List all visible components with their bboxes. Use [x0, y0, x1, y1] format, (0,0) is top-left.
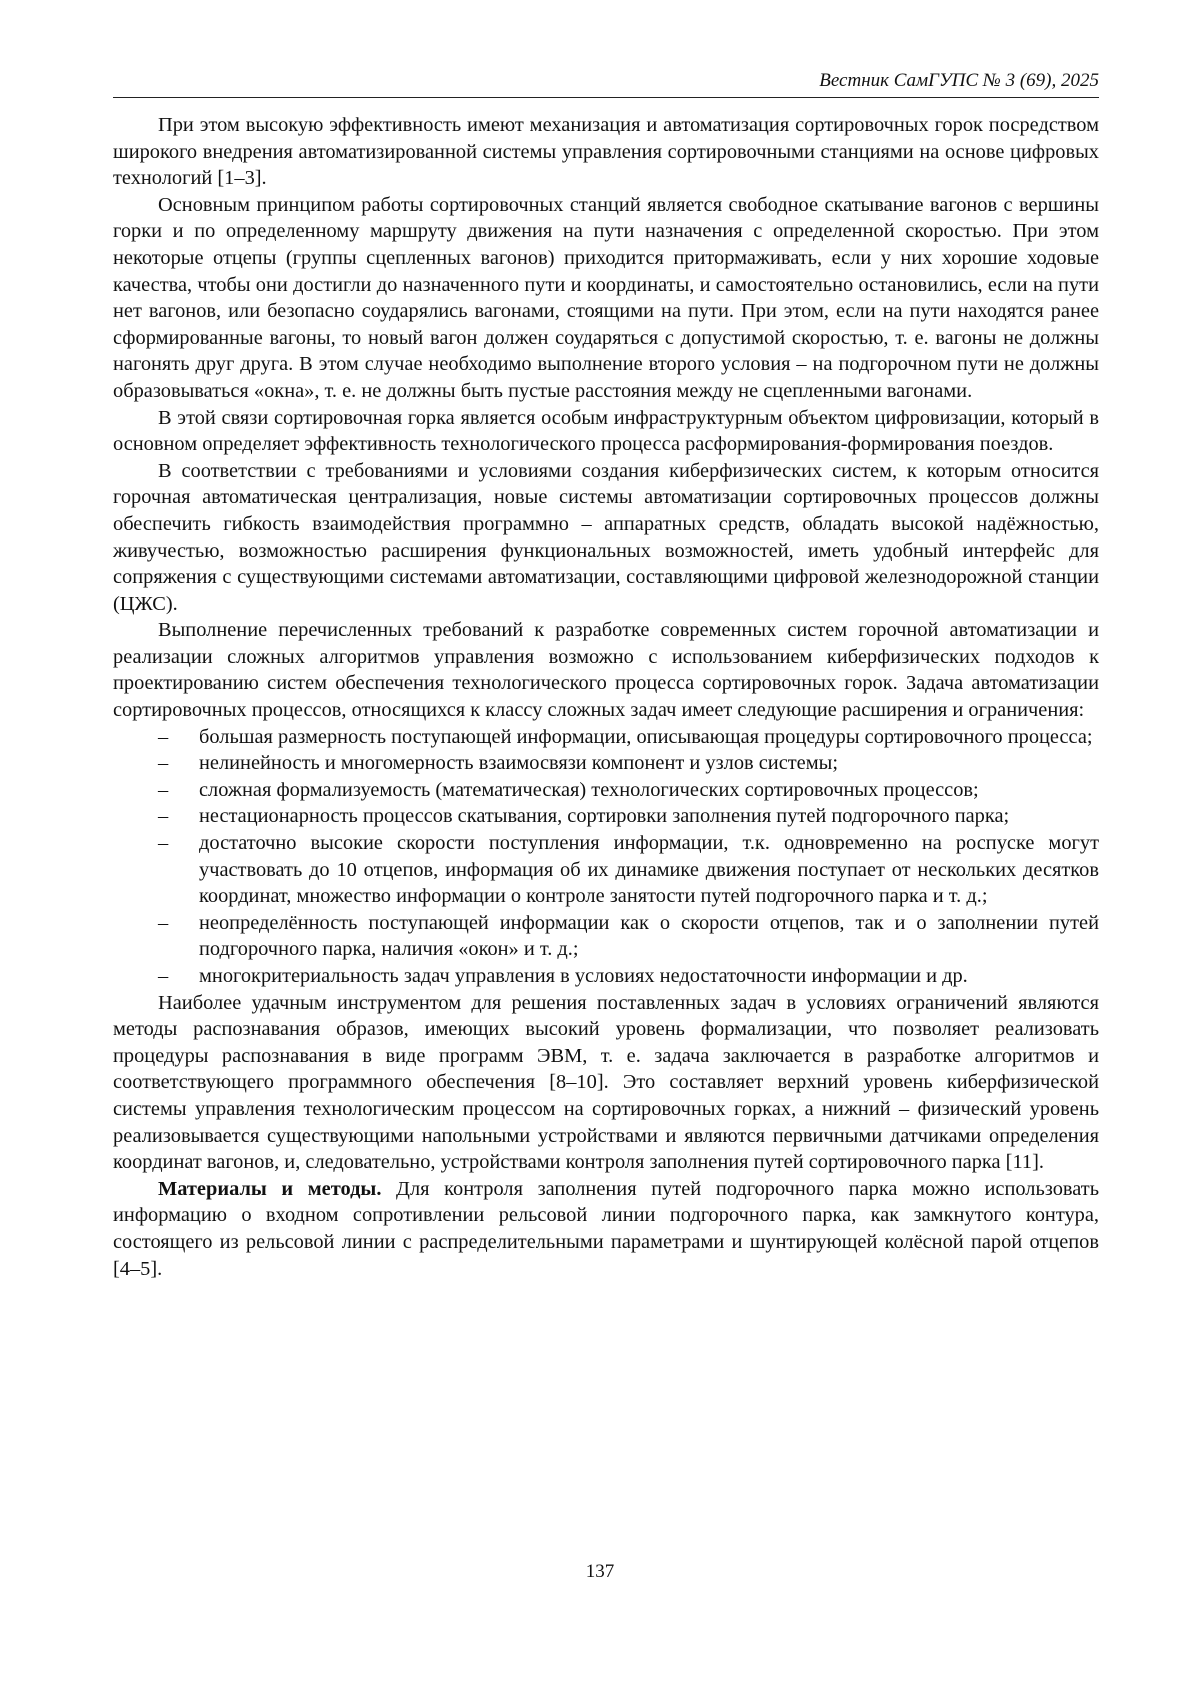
list-item-text: большая размерность поступающей информации, описывающая процедуры сортировочного процесса; [199, 725, 1093, 748]
methods-text: Для контроля заполнения путей подгорочного парка можно использовать информацию о входном сопротивлении рельсовой линии подгорочного парка, как замкнутого контура, состоящего из рельсовой линии с распределительными параметрами и шунтирующей колёсной парой отцепов [4–5]. [113, 1177, 1100, 1280]
list-item [113, 830, 1099, 910]
methods-paragraph [113, 1176, 1099, 1282]
running-header: Вестник СамГУПС № 3 (69), 2025 [819, 70, 1099, 91]
list-item-text: нелинейность и многомерность взаимосвязи компонент и узлов системы; [199, 752, 838, 775]
list-item [113, 803, 1099, 830]
list-item [113, 750, 1099, 777]
list-dash: – [158, 965, 169, 987]
list-dash: – [158, 832, 169, 855]
list-item [113, 910, 1099, 963]
paragraph-3: В этой связи сортировочная горка является особым инфраструктурным объектом цифровизации, который в основном определяет эффективность технологического процесса расформирования-формирования поездов. [113, 406, 1099, 456]
list-item-text: многокритериальность задач управления в условиях недостаточности информации и др. [199, 965, 968, 987]
list-dash: – [158, 805, 169, 828]
constraints-list [113, 724, 1099, 990]
article-body [113, 112, 1099, 1282]
paragraph-1: При этом высокую эффективность имеют механизация и автоматизация сортировочных горок посредством широкого внедрения автоматизированной системы управления сортировочными станциями на основе цифровых технологий [1–3]. [113, 114, 1099, 190]
list-item-text: нестационарность процессов скатывания, сортировки заполнения путей подгорочного парка; [199, 805, 1010, 828]
list-item-text: сложная формализуемость (математическая) технологических сортировочных процессов; [199, 778, 979, 801]
header-rule [113, 97, 1099, 98]
list-dash: – [158, 752, 169, 775]
paragraph-5: Выполнение перечисленных требований к разработке современных систем горочной автоматизации и реализации сложных алгоритмов управления возможно с использованием киберфизических подходов к проектированию систем обеспечения технологического процесса сортировочных горок. Задача автоматизации сортировочных процессов, относящихся к классу сложных задач имеет следующие расширения и ограничения: [113, 619, 1099, 722]
list-item [113, 724, 1099, 751]
paragraph-2: Основным принципом работы сортировочных станций является свободное скатывание вагонов с вершины горки и по определенному маршруту движения на пути назначения с определенной скоростью. При этом некоторые отцепы (группы сцепленных вагонов) приходится притормаживать, если у них хорошие ходовые качества, чтобы они достигли до назначенного пути и координаты, и самостоятельно остановились, если на пути нет вагонов, или безопасно соударялись вагонами, стоящими на пути. При этом, если на пути находятся ранее сформированные вагоны, то новый вагон должен соударяться с допустимой скоростью, т. е. вагоны не должны нагонять друг друга. В этом случае необходимо выполнение второго условия – на подгорочном пути не должны образовываться «окна», т. е. не должны быть пустые расстояния между не сцепленными вагонами. [113, 193, 1099, 402]
page-number: 137 [585, 1561, 615, 1582]
list-item-text: неопределённость поступающей информации как о скорости отцепов, так и о заполнении путей подгорочного парка, наличия «окон» и т. д.; [199, 911, 1099, 961]
paragraph-6: Наиболее удачным инструментом для решения поставленных задач в условиях ограничений являются методы распознавания образов, имеющих высокий уровень формализации, что позволяет реализовать процедуры распознавания в виде программ ЭВМ, т. е. задача заключается в разработке алгоритмов и соответствующего программного обеспечения [8–10]. Это составляет верхний уровень киберфизической системы управления технологическим процессом на сортировочных горках, а нижний – физический уровень реализовывается существующими напольными устройствами и являются первичными датчиками определения координат вагонов, и, следовательно, устройствами контроля заполнения путей сортировочного парка [11]. [113, 991, 1099, 1174]
list-item-text: достаточно высокие скорости поступления информации, т.к. одновременно на роспуске могут участвовать до 10 отцепов, информация об их динамике движения поступает от нескольких десятков координат, множество информации о контроле занятости путей подгорочного парка и т. д.; [199, 832, 1099, 908]
list-item [113, 777, 1099, 804]
list-item [113, 963, 1099, 990]
section-heading-methods: Материалы и методы. [158, 1177, 382, 1200]
paragraph-4: В соответствии с требованиями и условиями создания киберфизических систем, к которым относится горочная автоматическая централизация, новые системы автоматизации сортировочных процессов должны обеспечить гибкость взаимодействия программно – аппаратных средств, обладать высокой надёжностью, живучестью, возможностью расширения функциональных возможностей, иметь удобный интерфейс для сопряжения с существующими системами автоматизации, составляющими цифровой железнодорожной станции (ЦЖС). [113, 459, 1099, 615]
list-dash: – [158, 725, 169, 748]
list-dash: – [158, 778, 169, 801]
list-dash: – [158, 911, 169, 934]
